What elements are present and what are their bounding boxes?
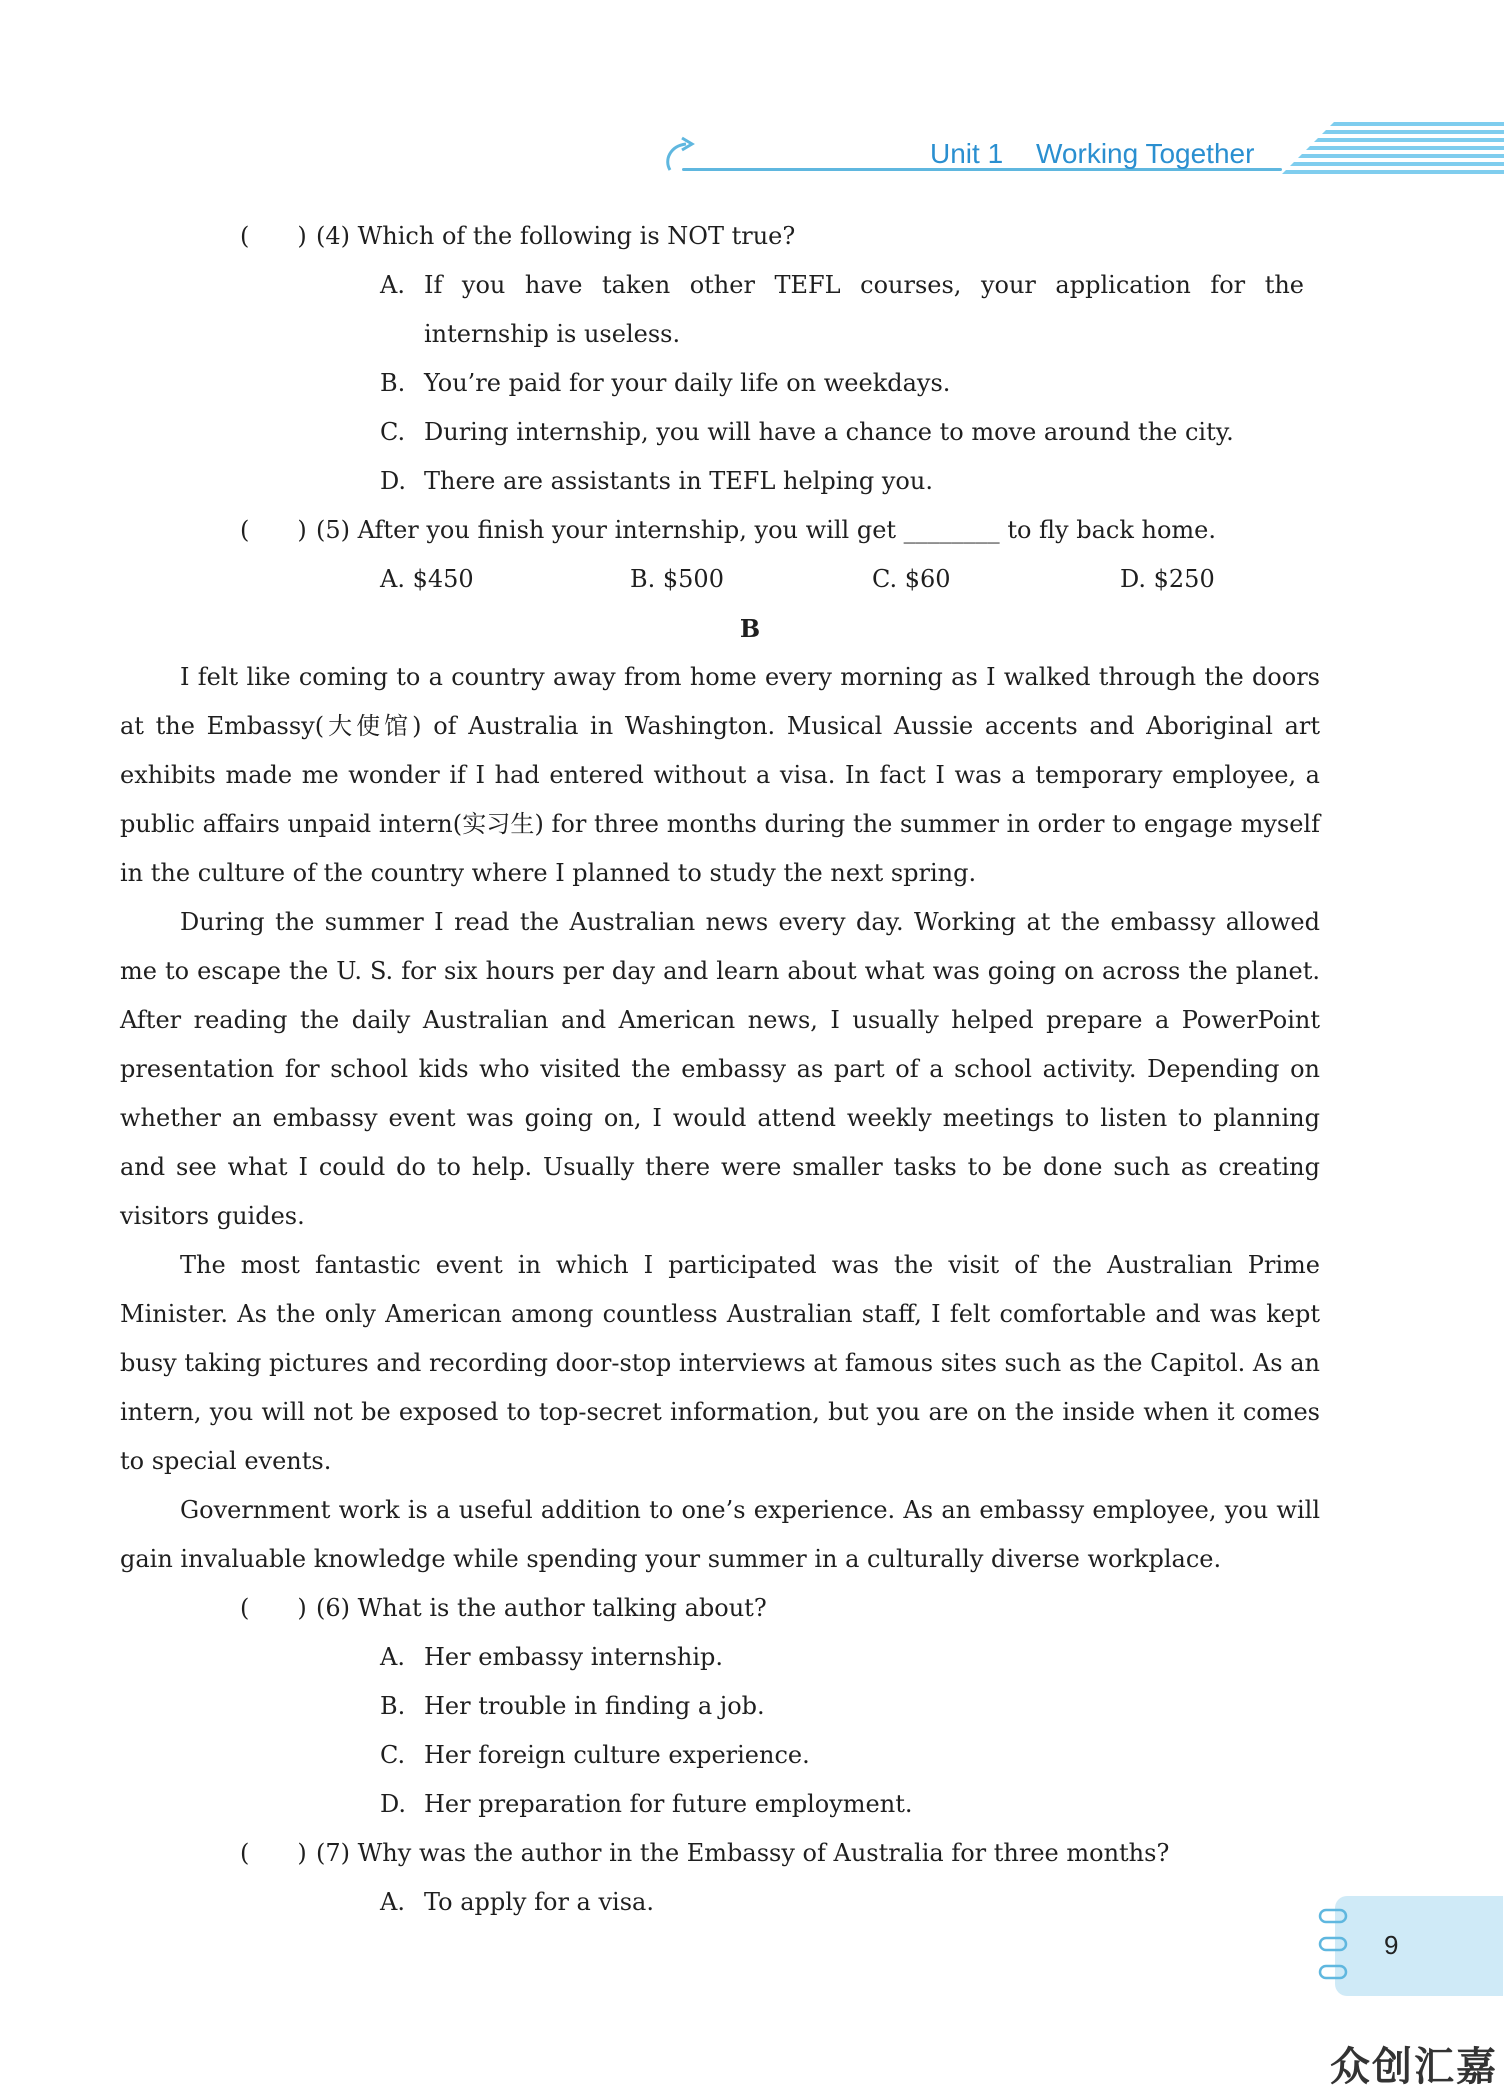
option-b (180, 359, 1320, 408)
passage-paragraph: I felt like coming to a country away from home every morning as I walked through the doors at the Embassy(大使馆) of Australia in Washington. Musical Aussie accents and Aboriginal art exhibits made me wonder if I had entered without a visa. In fact I was a temporary employee, a public affairs unpaid intern(实习生) for three months during the summer in order to engage myself in the culture of the country where I planned to study the next spring. (120, 663, 1320, 887)
option-text: Her preparation for future employment. (424, 1790, 913, 1818)
option-b: B. $500 (630, 565, 724, 593)
question-text: (5) After you finish your internship, you will get ________ to fly back home. (316, 516, 1217, 544)
question-5-options (180, 555, 1320, 604)
question-6 (180, 1584, 1320, 1633)
passage-paragraph: During the summer I read the Australian news every day. Working at the embassy allowed me to escape the U. S. for six hours per day and learn about what was going on across the planet. After reading the daily Australian and American news, I usually helped prepare a PowerPoint presentation for school kids who visited the embassy as part of a school activity. Depending on whether an embassy event was going on, I would attend weekly meetings to listen to planning and see what I could do to help. Usually there were smaller tasks to be done such as creating visitors guides. (120, 908, 1320, 1230)
option-text: During internship, you will have a chance to move around the city. (424, 418, 1234, 446)
watermark: 众创汇嘉 (1330, 2044, 1498, 2090)
option-b (180, 1682, 1320, 1731)
passage-paragraph: The most fantastic event in which I participated was the visit of the Australian Prime Minister. As the only American among countless Australian staff, I felt comfortable and was kept busy taking pictures and recording door-stop interviews at famous sites such as the Capitol. As an intern, you will not be exposed to top-secret information, but you are on the inside when it comes to special events. (120, 1251, 1320, 1475)
reading-passage (120, 653, 1320, 1584)
option-letter: A. (380, 271, 405, 299)
passage-paragraph: Government work is a useful addition to one’s experience. As an embassy employee, you will gain invaluable knowledge while spending your summer in a culturally diverse workplace. (120, 1496, 1320, 1573)
option-letter: D. (380, 1790, 407, 1818)
section-heading: B (739, 614, 761, 643)
question-4 (180, 212, 1320, 261)
option-text: Her trouble in finding a job. (424, 1692, 765, 1720)
option-text: If you have taken other TEFL courses, your application for the internship is useless. (424, 271, 1304, 348)
page-number: 9 (1384, 1930, 1399, 1960)
page-header (660, 118, 1504, 178)
option-letter: C. (380, 418, 406, 446)
option-text: Her embassy internship. (424, 1643, 724, 1671)
header-stripes-decoration (1274, 122, 1504, 174)
option-a (180, 1878, 1320, 1927)
question-text: (4) Which of the following is NOT true? (316, 222, 796, 250)
option-letter: C. (380, 1741, 406, 1769)
option-text: You’re paid for your daily life on weekdays. (424, 369, 951, 397)
option-letter: A. (380, 1643, 405, 1671)
answer-blank[interactable]: ( ) (240, 516, 307, 544)
answer-blank[interactable]: ( ) (240, 222, 307, 250)
option-d: D. $250 (1120, 565, 1215, 593)
option-c (180, 408, 1320, 457)
question-5 (180, 506, 1320, 555)
question-7 (180, 1829, 1320, 1878)
question-text: (7) Why was the author in the Embassy of Australia for three months? (316, 1839, 1170, 1867)
option-c (180, 1731, 1320, 1780)
option-a (180, 1633, 1320, 1682)
option-letter: B. (380, 369, 406, 397)
question-text: (6) What is the author talking about? (316, 1594, 767, 1622)
option-letter: D. (380, 467, 407, 495)
binder-rings-icon (1318, 1906, 1352, 1986)
option-c: C. $60 (872, 565, 951, 593)
answer-blank[interactable]: ( ) (240, 1594, 307, 1622)
option-letter: B. (380, 1692, 406, 1720)
option-text: Her foreign culture experience. (424, 1741, 810, 1769)
option-letter: A. (380, 1888, 405, 1916)
option-text: To apply for a visa. (424, 1888, 654, 1916)
unit-label: Unit 1 (930, 138, 1004, 169)
option-a (180, 261, 1320, 359)
page-content (120, 212, 1320, 1927)
option-text: There are assistants in TEFL helping you. (424, 467, 933, 495)
option-a: A. $450 (380, 565, 474, 593)
option-d (180, 457, 1320, 506)
answer-blank[interactable]: ( ) (240, 1839, 307, 1867)
option-d (180, 1780, 1320, 1829)
unit-title: Working Together (1036, 138, 1255, 169)
page-number-tab (1335, 1896, 1503, 1996)
